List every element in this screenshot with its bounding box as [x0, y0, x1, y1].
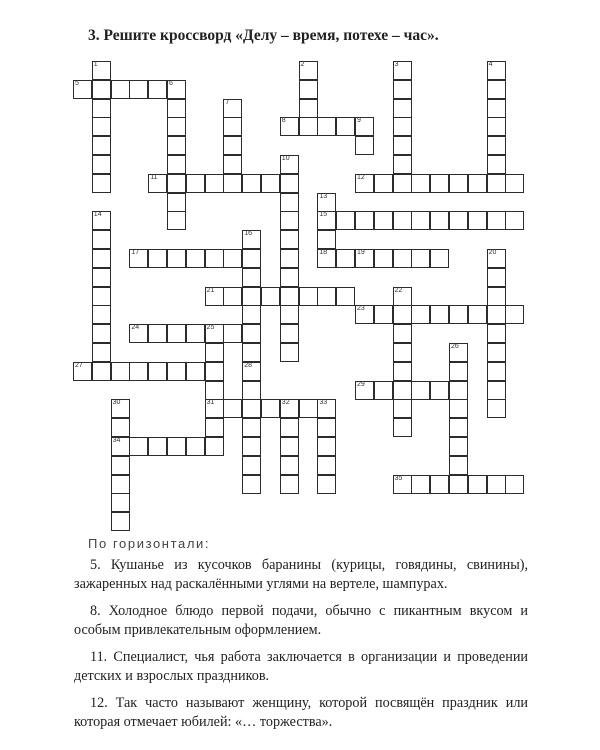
- crossword-cell[interactable]: [336, 249, 355, 268]
- crossword-cell[interactable]: [242, 268, 261, 287]
- crossword-cell[interactable]: [261, 399, 280, 418]
- crossword-cell[interactable]: [487, 211, 506, 230]
- crossword-cell[interactable]: [111, 512, 130, 531]
- crossword-cell[interactable]: [92, 61, 111, 80]
- crossword-cell[interactable]: [299, 117, 318, 136]
- crossword-cell[interactable]: [355, 136, 374, 155]
- cell-number: 17: [131, 249, 140, 256]
- crossword-cell[interactable]: [205, 418, 224, 437]
- crossword-cell[interactable]: [92, 211, 111, 230]
- crossword-cell[interactable]: [280, 249, 299, 268]
- crossword-cell[interactable]: [167, 193, 186, 212]
- crossword-cell[interactable]: [468, 475, 487, 494]
- crossword-cell[interactable]: [261, 174, 280, 193]
- crossword-cell[interactable]: [449, 437, 468, 456]
- cell-number: 7: [225, 98, 230, 106]
- cell-number: 31: [206, 399, 215, 407]
- crossword-cell[interactable]: [280, 305, 299, 324]
- cell-number: 29: [357, 380, 365, 388]
- crossword-cell[interactable]: [148, 324, 167, 343]
- crossword-cell[interactable]: [111, 399, 130, 418]
- cell-number: 18: [319, 249, 328, 256]
- crossword-cell[interactable]: [92, 230, 111, 249]
- crossword-cell[interactable]: [167, 155, 186, 174]
- crossword-cell[interactable]: [186, 437, 205, 456]
- crossword-cell[interactable]: [317, 230, 336, 249]
- crossword-cell[interactable]: [92, 305, 111, 324]
- crossword-cell[interactable]: [505, 475, 524, 494]
- crossword-cell[interactable]: [374, 381, 393, 400]
- crossword-cell[interactable]: [242, 456, 261, 475]
- crossword-cell[interactable]: [487, 362, 506, 381]
- cell-number: 5: [75, 79, 79, 87]
- crossword-cell[interactable]: [487, 287, 506, 306]
- crossword-cell[interactable]: [449, 362, 468, 381]
- crossword-cell[interactable]: [393, 117, 412, 136]
- crossword-cell[interactable]: [393, 80, 412, 99]
- crossword-cell[interactable]: [242, 418, 261, 437]
- crossword-cell[interactable]: [430, 174, 449, 193]
- crossword-cell[interactable]: [111, 456, 130, 475]
- cell-number: 27: [75, 361, 83, 369]
- crossword-cell[interactable]: [317, 211, 336, 230]
- crossword-cell[interactable]: [317, 287, 336, 306]
- crossword-cell[interactable]: [411, 211, 430, 230]
- cell-number: 24: [131, 324, 140, 332]
- crossword-cell[interactable]: [111, 418, 130, 437]
- cell-number: 14: [93, 211, 102, 219]
- crossword-cell[interactable]: [468, 305, 487, 324]
- crossword-cell[interactable]: [242, 174, 261, 193]
- crossword-cell[interactable]: [129, 362, 148, 381]
- crossword-cell[interactable]: [393, 211, 412, 230]
- crossword-cell[interactable]: [393, 61, 412, 80]
- cell-number: 9: [357, 117, 361, 125]
- crossword-cell[interactable]: [242, 475, 261, 494]
- crossword-cell[interactable]: [411, 249, 430, 268]
- crossword-cell[interactable]: [148, 174, 167, 193]
- cell-number: 28: [244, 361, 252, 369]
- crossword-cell[interactable]: [393, 381, 412, 400]
- crossword-cell[interactable]: [92, 324, 111, 343]
- crossword-cell[interactable]: [223, 117, 242, 136]
- crossword-cell[interactable]: [111, 362, 130, 381]
- crossword-cell[interactable]: [205, 343, 224, 362]
- crossword-cell[interactable]: [487, 117, 506, 136]
- crossword-cell[interactable]: [280, 117, 299, 136]
- cell-number: 15: [319, 211, 328, 219]
- crossword-cell[interactable]: [505, 174, 524, 193]
- crossword-cell[interactable]: [242, 249, 261, 268]
- cell-number: 30: [112, 399, 121, 407]
- crossword-cell[interactable]: [242, 324, 261, 343]
- crossword-cell[interactable]: [111, 437, 130, 456]
- crossword-cell[interactable]: [393, 99, 412, 118]
- crossword-cell[interactable]: [92, 268, 111, 287]
- clue-12: 12. Так часто называют женщину, которой посвящён праздник или которая отмечает юбилей: «… торжества».: [74, 695, 528, 730]
- crossword-cell[interactable]: [186, 324, 205, 343]
- clue-11: 11. Специалист, чья работа заключается в организации и проведении детских и взрослых праздников.: [74, 649, 528, 684]
- crossword-cell[interactable]: [205, 399, 224, 418]
- cell-number: 4: [488, 61, 493, 68]
- crossword-cell[interactable]: [242, 399, 261, 418]
- crossword-cell[interactable]: [223, 399, 242, 418]
- crossword-cell[interactable]: [205, 287, 224, 306]
- crossword-cell[interactable]: [393, 249, 412, 268]
- crossword-cell[interactable]: [242, 362, 261, 381]
- crossword-cell[interactable]: [355, 174, 374, 193]
- crossword-cell[interactable]: [449, 343, 468, 362]
- crossword-cell[interactable]: [468, 211, 487, 230]
- crossword-cell[interactable]: [393, 287, 412, 306]
- crossword-cell[interactable]: [92, 80, 111, 99]
- crossword-cell[interactable]: [167, 249, 186, 268]
- crossword-cell[interactable]: [393, 155, 412, 174]
- cell-number: 25: [206, 324, 215, 332]
- crossword-cell[interactable]: [148, 80, 167, 99]
- crossword-cell[interactable]: [261, 287, 280, 306]
- cell-number: 33: [319, 399, 328, 407]
- crossword-cell[interactable]: [223, 287, 242, 306]
- cell-number: 3: [394, 61, 399, 68]
- cell-number: 11: [150, 173, 158, 181]
- cell-number: 19: [357, 249, 365, 256]
- crossword-cell[interactable]: [280, 324, 299, 343]
- crossword-cell[interactable]: [111, 493, 130, 512]
- crossword-cell[interactable]: [280, 418, 299, 437]
- cell-number: 32: [281, 399, 290, 407]
- crossword-cell[interactable]: [186, 362, 205, 381]
- crossword-cell[interactable]: [449, 418, 468, 437]
- crossword-cell[interactable]: [92, 174, 111, 193]
- crossword-cell[interactable]: [280, 211, 299, 230]
- crossword-cell[interactable]: [280, 193, 299, 212]
- crossword-cell[interactable]: [430, 211, 449, 230]
- crossword-cell[interactable]: [487, 399, 506, 418]
- crossword-cell[interactable]: [242, 305, 261, 324]
- crossword-cell[interactable]: [129, 80, 148, 99]
- cell-number: 20: [488, 249, 497, 256]
- crossword-cell[interactable]: [430, 305, 449, 324]
- crossword-cell[interactable]: [223, 155, 242, 174]
- crossword-cell[interactable]: [374, 211, 393, 230]
- crossword-cell[interactable]: [73, 80, 92, 99]
- crossword-cell[interactable]: [374, 174, 393, 193]
- crossword-cell[interactable]: [317, 437, 336, 456]
- crossword-cell[interactable]: [92, 117, 111, 136]
- clues-across: [74, 556, 528, 740]
- clue-8: 8. Холодное блюдо первой подачи, обычно с пикантным вкусом и особым привлекательным оформлением.: [74, 603, 528, 638]
- cell-number: 34: [112, 437, 121, 444]
- crossword-cell[interactable]: [223, 136, 242, 155]
- crossword-cell[interactable]: [73, 362, 92, 381]
- crossword-cell[interactable]: [299, 399, 318, 418]
- crossword-cell[interactable]: [129, 437, 148, 456]
- crossword-cell[interactable]: [487, 324, 506, 343]
- crossword-cell[interactable]: [487, 305, 506, 324]
- crossword-cell[interactable]: [355, 117, 374, 136]
- crossword-cell[interactable]: [317, 249, 336, 268]
- clue-5: 5. Кушанье из кусочков баранины (курицы, говядины, свинины), зажаренных над раскалёнными углями на вертеле, шампурах.: [74, 557, 528, 592]
- crossword-cell[interactable]: [393, 136, 412, 155]
- crossword-cell[interactable]: [393, 305, 412, 324]
- crossword-cell[interactable]: [393, 174, 412, 193]
- crossword-cell[interactable]: [505, 305, 524, 324]
- crossword-cell[interactable]: [393, 362, 412, 381]
- crossword-cell[interactable]: [280, 343, 299, 362]
- cell-number: 6: [169, 79, 173, 87]
- crossword-cell[interactable]: [317, 193, 336, 212]
- crossword-cell[interactable]: [280, 437, 299, 456]
- crossword-cell[interactable]: [148, 249, 167, 268]
- crossword-cell[interactable]: [487, 343, 506, 362]
- crossword-cell[interactable]: [487, 99, 506, 118]
- page-title: 3. Решите кроссворд «Делу – время, потехе – час».: [88, 27, 439, 44]
- cell-number: 1: [93, 61, 98, 68]
- crossword-cell[interactable]: [374, 305, 393, 324]
- crossword-cell[interactable]: [317, 475, 336, 494]
- crossword-cell[interactable]: [223, 324, 242, 343]
- crossword-cell[interactable]: [167, 136, 186, 155]
- cell-number: 22: [394, 286, 403, 294]
- crossword-cell[interactable]: [449, 381, 468, 400]
- crossword-cell[interactable]: [111, 80, 130, 99]
- crossword-cell[interactable]: [393, 399, 412, 418]
- crossword-cell[interactable]: [487, 155, 506, 174]
- crossword-cell[interactable]: [411, 381, 430, 400]
- crossword-cell[interactable]: [411, 174, 430, 193]
- crossword-cell[interactable]: [449, 399, 468, 418]
- crossword-cell[interactable]: [148, 362, 167, 381]
- crossword-cell[interactable]: [280, 456, 299, 475]
- crossword-cell[interactable]: [167, 99, 186, 118]
- crossword-cell[interactable]: [129, 324, 148, 343]
- crossword-cell[interactable]: [280, 155, 299, 174]
- crossword-cell[interactable]: [299, 61, 318, 80]
- crossword-cell[interactable]: [205, 381, 224, 400]
- crossword-cell[interactable]: [223, 174, 242, 193]
- crossword-cell[interactable]: [92, 249, 111, 268]
- crossword-cell[interactable]: [92, 99, 111, 118]
- crossword-cell[interactable]: [186, 174, 205, 193]
- crossword-cell[interactable]: [92, 362, 111, 381]
- crossword-cell[interactable]: [487, 268, 506, 287]
- crossword-cell[interactable]: [393, 418, 412, 437]
- crossword-cell[interactable]: [242, 381, 261, 400]
- crossword-cell[interactable]: [111, 475, 130, 494]
- crossword-cell[interactable]: [374, 249, 393, 268]
- crossword-cell[interactable]: [205, 174, 224, 193]
- crossword-cell[interactable]: [167, 324, 186, 343]
- crossword-cell[interactable]: [205, 362, 224, 381]
- crossword-cell[interactable]: [393, 343, 412, 362]
- crossword-cell[interactable]: [167, 174, 186, 193]
- cell-number: 2: [300, 61, 305, 68]
- crossword-cell[interactable]: [487, 381, 506, 400]
- crossword-cell[interactable]: [92, 136, 111, 155]
- crossword-cell[interactable]: [129, 249, 148, 268]
- crossword-cell[interactable]: [167, 362, 186, 381]
- cell-number: 35: [394, 474, 403, 482]
- cell-number: 26: [451, 343, 459, 350]
- crossword-cell[interactable]: [355, 249, 374, 268]
- crossword-cell[interactable]: [355, 381, 374, 400]
- crossword-cell[interactable]: [280, 475, 299, 494]
- crossword-cell[interactable]: [505, 211, 524, 230]
- cell-number: 13: [319, 192, 328, 200]
- cell-number: 16: [244, 230, 252, 238]
- crossword-cell[interactable]: [280, 287, 299, 306]
- crossword-cell[interactable]: [205, 249, 224, 268]
- crossword-cell[interactable]: [393, 324, 412, 343]
- crossword-cell[interactable]: [487, 136, 506, 155]
- crossword-cell[interactable]: [355, 305, 374, 324]
- crossword-cell[interactable]: [430, 249, 449, 268]
- crossword-cell[interactable]: [449, 305, 468, 324]
- crossword-cell[interactable]: [468, 174, 487, 193]
- crossword-cell[interactable]: [280, 174, 299, 193]
- crossword-cell[interactable]: [223, 99, 242, 118]
- crossword-cell[interactable]: [430, 381, 449, 400]
- cell-number: 8: [281, 117, 286, 125]
- crossword-cell[interactable]: [167, 437, 186, 456]
- crossword-cell[interactable]: [487, 475, 506, 494]
- crossword-cell[interactable]: [430, 475, 449, 494]
- crossword-cell[interactable]: [280, 268, 299, 287]
- crossword-cell[interactable]: [317, 418, 336, 437]
- crossword-cell[interactable]: [167, 211, 186, 230]
- crossword-cell[interactable]: [355, 211, 374, 230]
- crossword-cell[interactable]: [299, 80, 318, 99]
- crossword-cell[interactable]: [242, 287, 261, 306]
- crossword-cell[interactable]: [336, 287, 355, 306]
- cell-number: 12: [357, 173, 365, 181]
- crossword-cell[interactable]: [411, 305, 430, 324]
- crossword-cell[interactable]: [487, 80, 506, 99]
- crossword-cell[interactable]: [92, 155, 111, 174]
- crossword-cell[interactable]: [280, 230, 299, 249]
- crossword-cell[interactable]: [393, 475, 412, 494]
- crossword-cell[interactable]: [317, 399, 336, 418]
- crossword-cell[interactable]: [336, 211, 355, 230]
- across-heading: По горизонтали:: [88, 536, 211, 551]
- cell-number: 21: [206, 286, 215, 294]
- crossword-cell[interactable]: [449, 456, 468, 475]
- crossword-cell[interactable]: [205, 437, 224, 456]
- crossword-cell[interactable]: [92, 343, 111, 362]
- crossword-cell[interactable]: [167, 117, 186, 136]
- crossword-cell[interactable]: [299, 99, 318, 118]
- crossword-cell[interactable]: [242, 230, 261, 249]
- crossword-cell[interactable]: [242, 437, 261, 456]
- crossword-cell[interactable]: [299, 287, 318, 306]
- crossword-cell[interactable]: [223, 249, 242, 268]
- crossword-cell[interactable]: [487, 61, 506, 80]
- crossword-cell[interactable]: [205, 324, 224, 343]
- crossword-cell[interactable]: [411, 475, 430, 494]
- crossword-cell[interactable]: [449, 475, 468, 494]
- crossword-cell[interactable]: [242, 343, 261, 362]
- crossword-cell[interactable]: [449, 211, 468, 230]
- crossword-cell[interactable]: [148, 437, 167, 456]
- crossword-cell[interactable]: [167, 80, 186, 99]
- crossword-cell[interactable]: [317, 456, 336, 475]
- crossword-cell[interactable]: [487, 174, 506, 193]
- crossword-cell[interactable]: [336, 117, 355, 136]
- crossword-cell[interactable]: [186, 249, 205, 268]
- crossword-cell[interactable]: [317, 117, 336, 136]
- crossword-cell[interactable]: [487, 249, 506, 268]
- cell-number: 23: [357, 305, 365, 313]
- crossword-cell[interactable]: [449, 174, 468, 193]
- crossword-cell[interactable]: [92, 287, 111, 306]
- crossword-cell[interactable]: [280, 399, 299, 418]
- cell-number: 10: [281, 155, 290, 162]
